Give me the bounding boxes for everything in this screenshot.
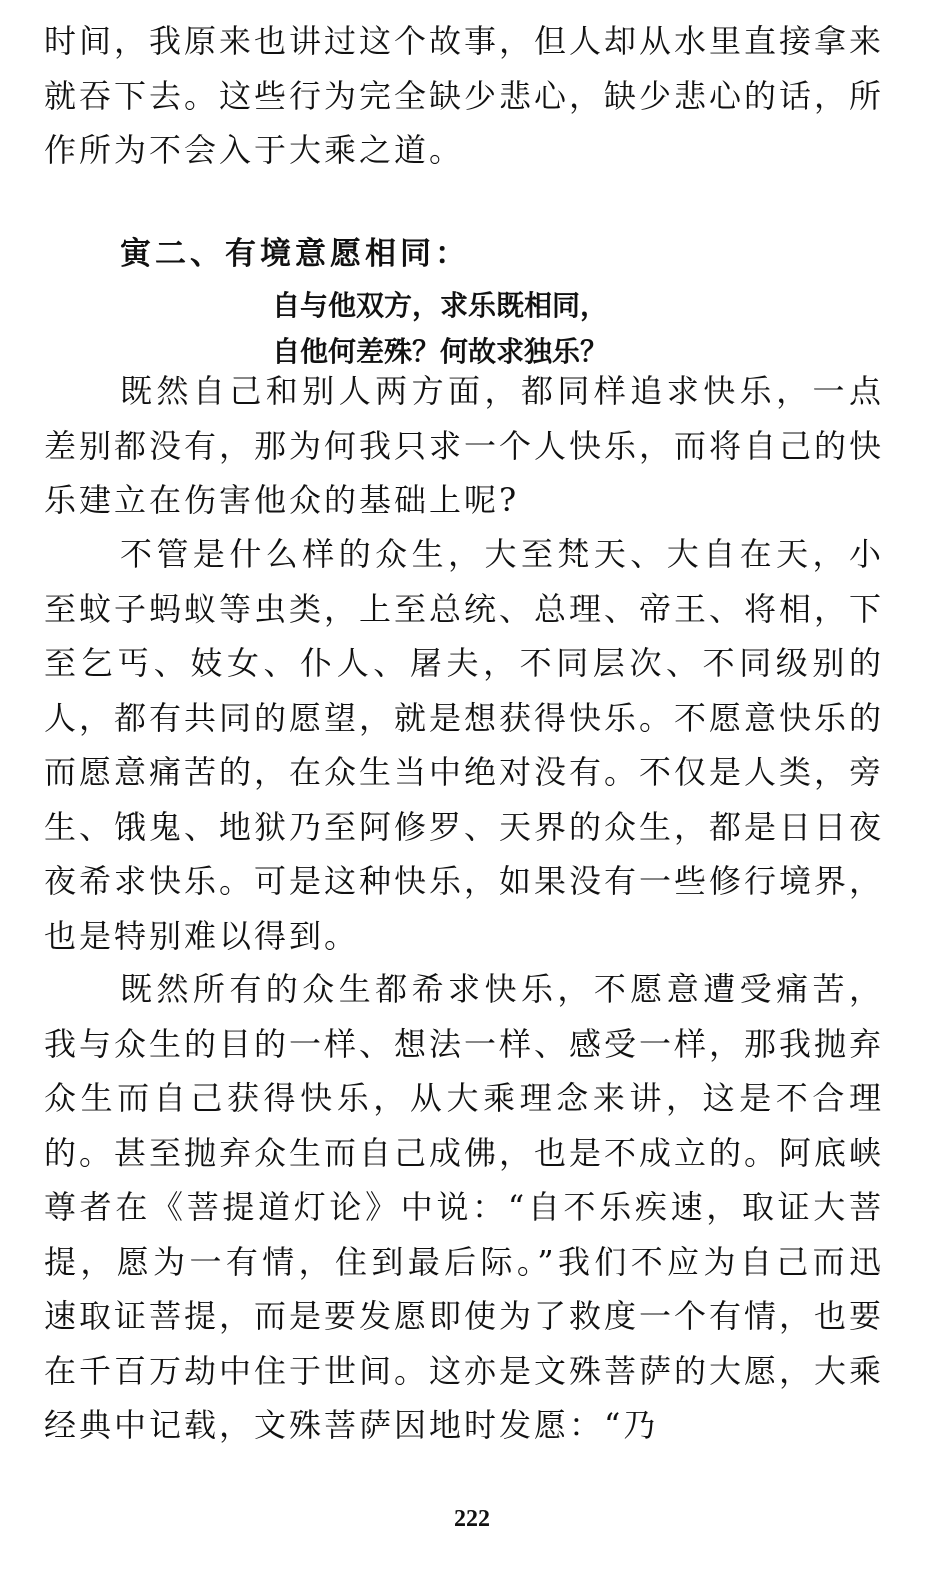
paragraph-commentary-1: 既然自己和别人两方面，都同样追求快乐，一点差别都没有，那为何我只求一个人快乐，而将自己的快乐建立在伤害他众的基础上呢? [44, 372, 885, 519]
paragraph-continuation: 时间，我原来也讲过这个故事，但人却从水里直接拿来就吞下去。这些行为完全缺少悲心，缺少悲心的话，所作所为不会入于大乘之道。 [44, 22, 885, 169]
paragraph-commentary-2: 不管是什么样的众生，大至梵天、大自在天，小至蚊子蚂蚁等虫类，上至总统、总理、帝王、将相，下至乞丐、妓女、仆人、屠夫，不同层次、不同级别的人，都有共同的愿望，就是想获得快乐。不愿意快乐的而愿意痛苦的，在众生当中绝对没有。不仅是人类，旁生、饿鬼、地狱乃至阿修罗、天界的众生，都是日日夜夜希求快乐。可是这种快乐，如果没有一些修行境界，也是特别难以得到。 [44, 535, 885, 955]
page-number: 222 [454, 1506, 490, 1532]
section-heading: 寅二、有境意愿相同： [120, 236, 470, 272]
paragraph-commentary-3: 既然所有的众生都希求快乐，不愿意遭受痛苦，我与众生的目的一样、想法一样、感受一样，那我抛弃众生而自己获得快乐，从大乘理念来讲，这是不合理的。甚至抛弃众生而自己成佛，也是不成立的。阿底峡尊者在《菩提道灯论》中说：“自不乐疾速，取证大菩提，愿为一有情，住到最后际。”我们不应为自己而迅速取证菩提，而是要发愿即使为了救度一个有情，也要在千百万劫中住于世间。这亦是文殊菩萨的大愿，大乘经典中记载，文殊菩萨因地时发愿：“乃 [44, 970, 885, 1444]
verse-line-2: 自他何差殊？何故求独乐？ [272, 335, 609, 368]
verse-line-1: 自与他双方，求乐既相同， [272, 289, 609, 322]
